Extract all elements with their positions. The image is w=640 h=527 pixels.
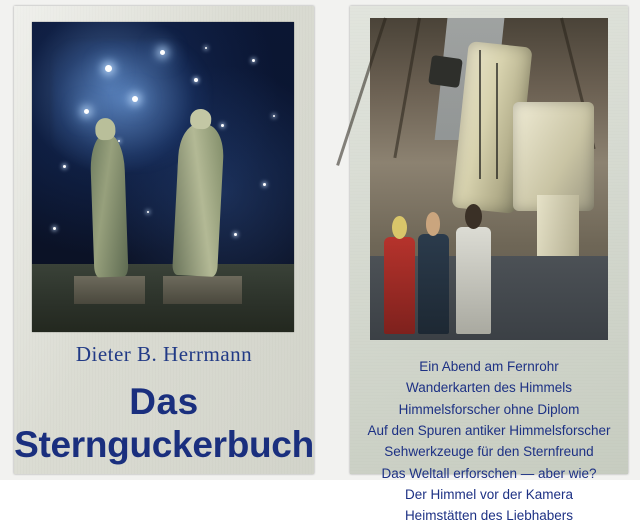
visitor-figure [384, 237, 415, 334]
contents-line: Ein Abend am Fernrohr [419, 359, 559, 374]
contents-line: Wanderkarten des Himmels [405, 380, 573, 396]
front-cover [14, 6, 314, 474]
star-icon [205, 47, 207, 49]
star-icon [53, 227, 56, 230]
book-title-line-2: Sternguckerbuch [14, 423, 314, 465]
star-icon [263, 183, 266, 186]
cable [479, 50, 481, 179]
statue-pedestal [74, 276, 145, 304]
contents-line: Das Weltall erforschen — aber wie? [381, 465, 597, 481]
statue-figure [172, 123, 224, 277]
visitor-figure [418, 234, 449, 334]
contents-line: Sehwerkzeuge für den Sternfreund [384, 444, 594, 460]
back-cover [350, 6, 628, 524]
contents-line: Der Himmel vor der Kamera [404, 486, 574, 502]
visitor-head [426, 212, 441, 236]
cable [496, 63, 498, 179]
book-title-line-1: Das [129, 381, 199, 422]
front-cover-text [14, 342, 314, 465]
star-icon [132, 96, 138, 102]
observatory-telescope-photo [370, 18, 608, 340]
visitor-figure [456, 227, 492, 333]
star-icon [234, 233, 237, 236]
counterweight [428, 55, 463, 88]
star-icon [273, 115, 275, 117]
contents-line: Heimstätten des Liebhabers [404, 508, 574, 524]
visitor-head [392, 216, 407, 239]
contents-line: Himmelsforscher ohne Diplom [398, 401, 580, 417]
author-name: Dieter B. Herrmann [75, 342, 253, 366]
statue-figure [90, 133, 129, 277]
contents-line: Auf den Spuren antiker Himmelsforscher [367, 422, 611, 438]
statue-pedestal [163, 276, 242, 304]
night-sky-statues-photo [32, 22, 294, 332]
back-cover-contents-list [350, 356, 628, 527]
